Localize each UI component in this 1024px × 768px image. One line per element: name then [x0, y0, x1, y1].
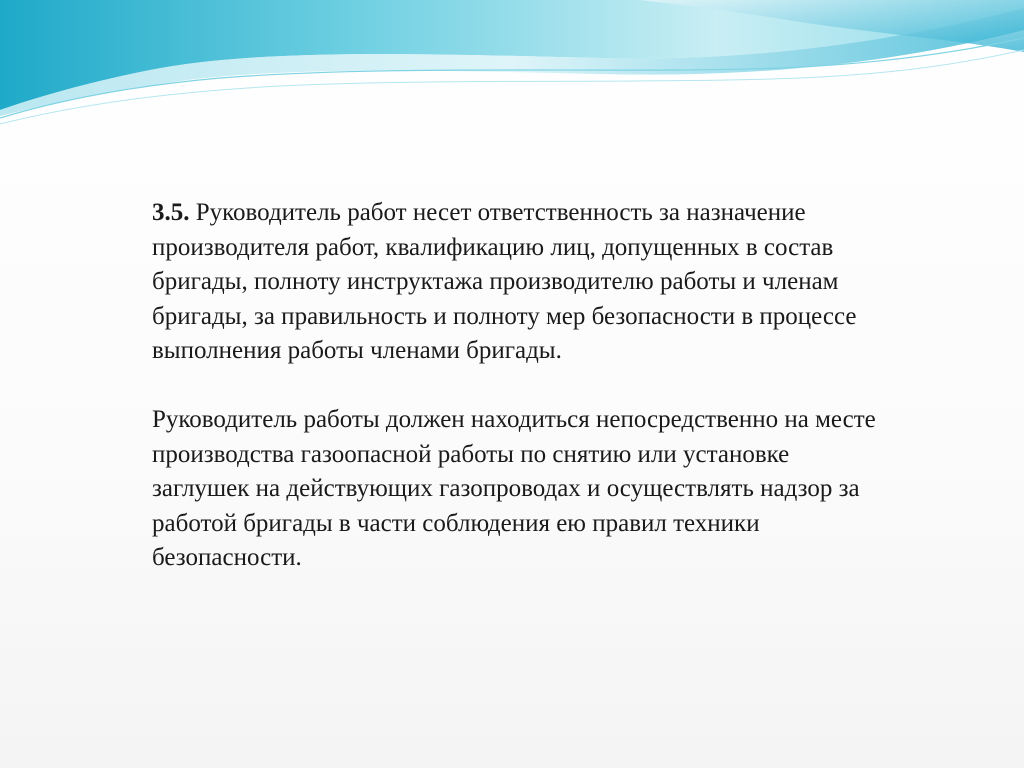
- section-number: 3.5.: [152, 199, 190, 226]
- paragraph-supervision: Руководитель работы должен находиться непосредственно на месте производства газоопасной работы по снятию или установке заглушек на действующих газопроводах и осуществлять надзор за работой бригады в части соблюдения ею правил техники безопасности.: [152, 406, 876, 571]
- paragraph-1-text: Руководитель работ несет ответственность за назначение производителя работ, квалификацию лиц, допущенных в состав бригады, полноту инструктажа производителю работы и членам бригады, за правильность и полноту мер безопасности в процессе выполнения работы членами бригады.: [152, 199, 857, 364]
- paragraph-responsibility: [152, 196, 882, 369]
- slide-body-text: [152, 196, 882, 576]
- decorative-wave-header: [0, 0, 1024, 140]
